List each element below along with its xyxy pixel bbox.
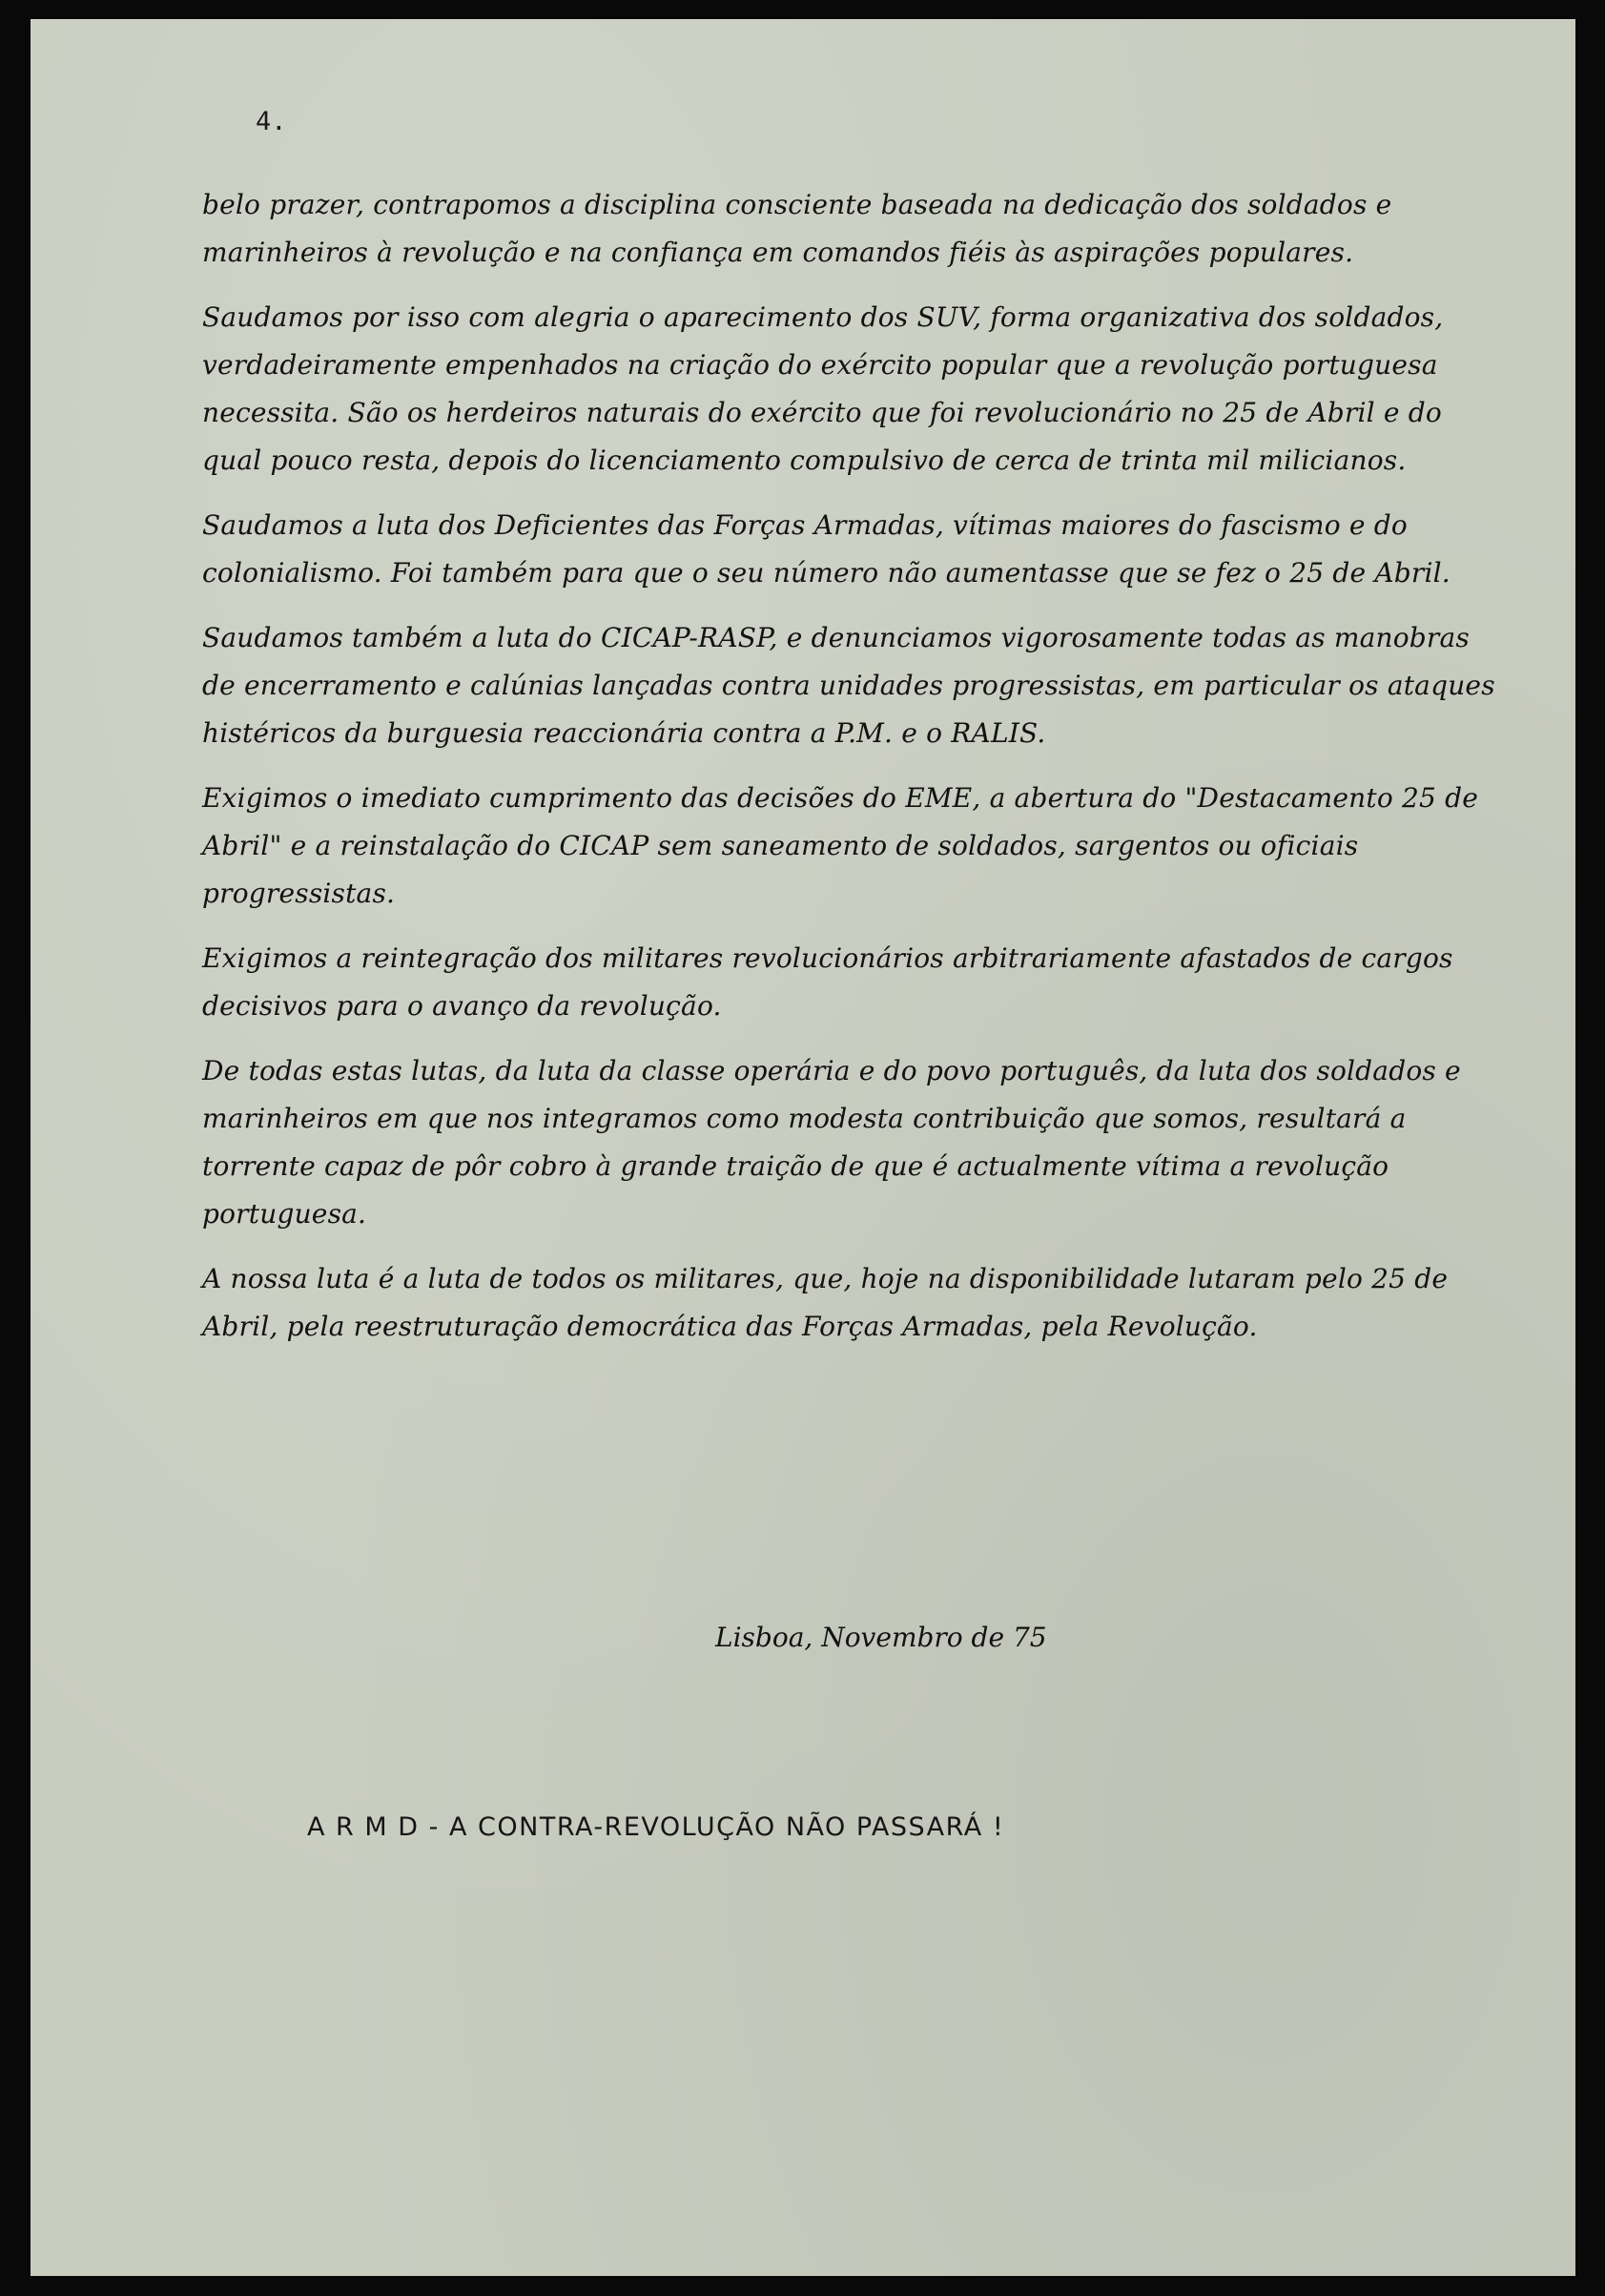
page-number: 4. [256,107,287,136]
closing-slogan: A R M D - A CONTRA-REVOLUÇÃO NÃO PASSARÁ ! [307,1812,1005,1842]
paragraph-lutas: De todas estas lutas, da luta da classe operária e do povo português, da luta dos soldados e marinheiros em que nos integramos como modesta contribuição que somos, resultará a torrente capaz de pôr cobro à grande traição de que é actualmente vítima a revolução portuguesa. [202,1055,1461,1230]
document-page [31,19,1575,2276]
paragraph-nossa-luta: A nossa luta é a luta de todos os militares, que, hoje na disponibilidade lutaram pelo 25 de Abril, pela reestruturação democrática das Forças Armadas, pela Revolução. [202,1263,1449,1342]
place-date-signature: Lisboa, Novembro de 75 [715,1622,1047,1653]
document-body [202,181,1509,1368]
paragraph-exigimos-reintegracao: Exigimos a reintegração dos militares revolucionários arbitrariamente afastados de cargos decisivos para o avanço da revolução. [202,942,1453,1022]
paragraph-deficientes: Saudamos a luta dos Deficientes das Forças Armadas, vítimas maiores do fascismo e do colonialismo. Foi também para que o seu número não aumentasse que se fez o 25 de Abril. [202,509,1451,589]
paragraph-exigimos-eme: Exigimos o imediato cumprimento das decisões do EME, a abertura do "Destacamento 25 de Abril" e a reinstalação do CICAP sem saneamento de soldados, sargentos ou oficiais progressistas. [202,782,1479,909]
paragraph-suv: Saudamos por isso com alegria o aparecimento dos SUV, forma organizativa dos soldados, verdadeiramente empenhados na criação do exército popular que a revolução portuguesa necessita. São os herdeiros naturais do exército que foi revolucionário no 25 de Abril e do qual pouco resta, depois do licenciamento compulsivo de cerca de trinta mil milicianos. [202,301,1444,476]
paragraph-cicap: Saudamos também a luta do CICAP-RASP, e denunciamos vigorosamente todas as manobras de encerramento e calúnias lançadas contra unidades progressistas, em particular os ataques histéricos da burguesia reaccionária contra a P.M. e o RALIS. [202,622,1495,749]
paragraph-discipline: belo prazer, contrapomos a disciplina consciente baseada na dedicação dos soldados e marinheiros à revolução e na confiança em comandos fiéis às aspirações populares. [202,189,1392,268]
